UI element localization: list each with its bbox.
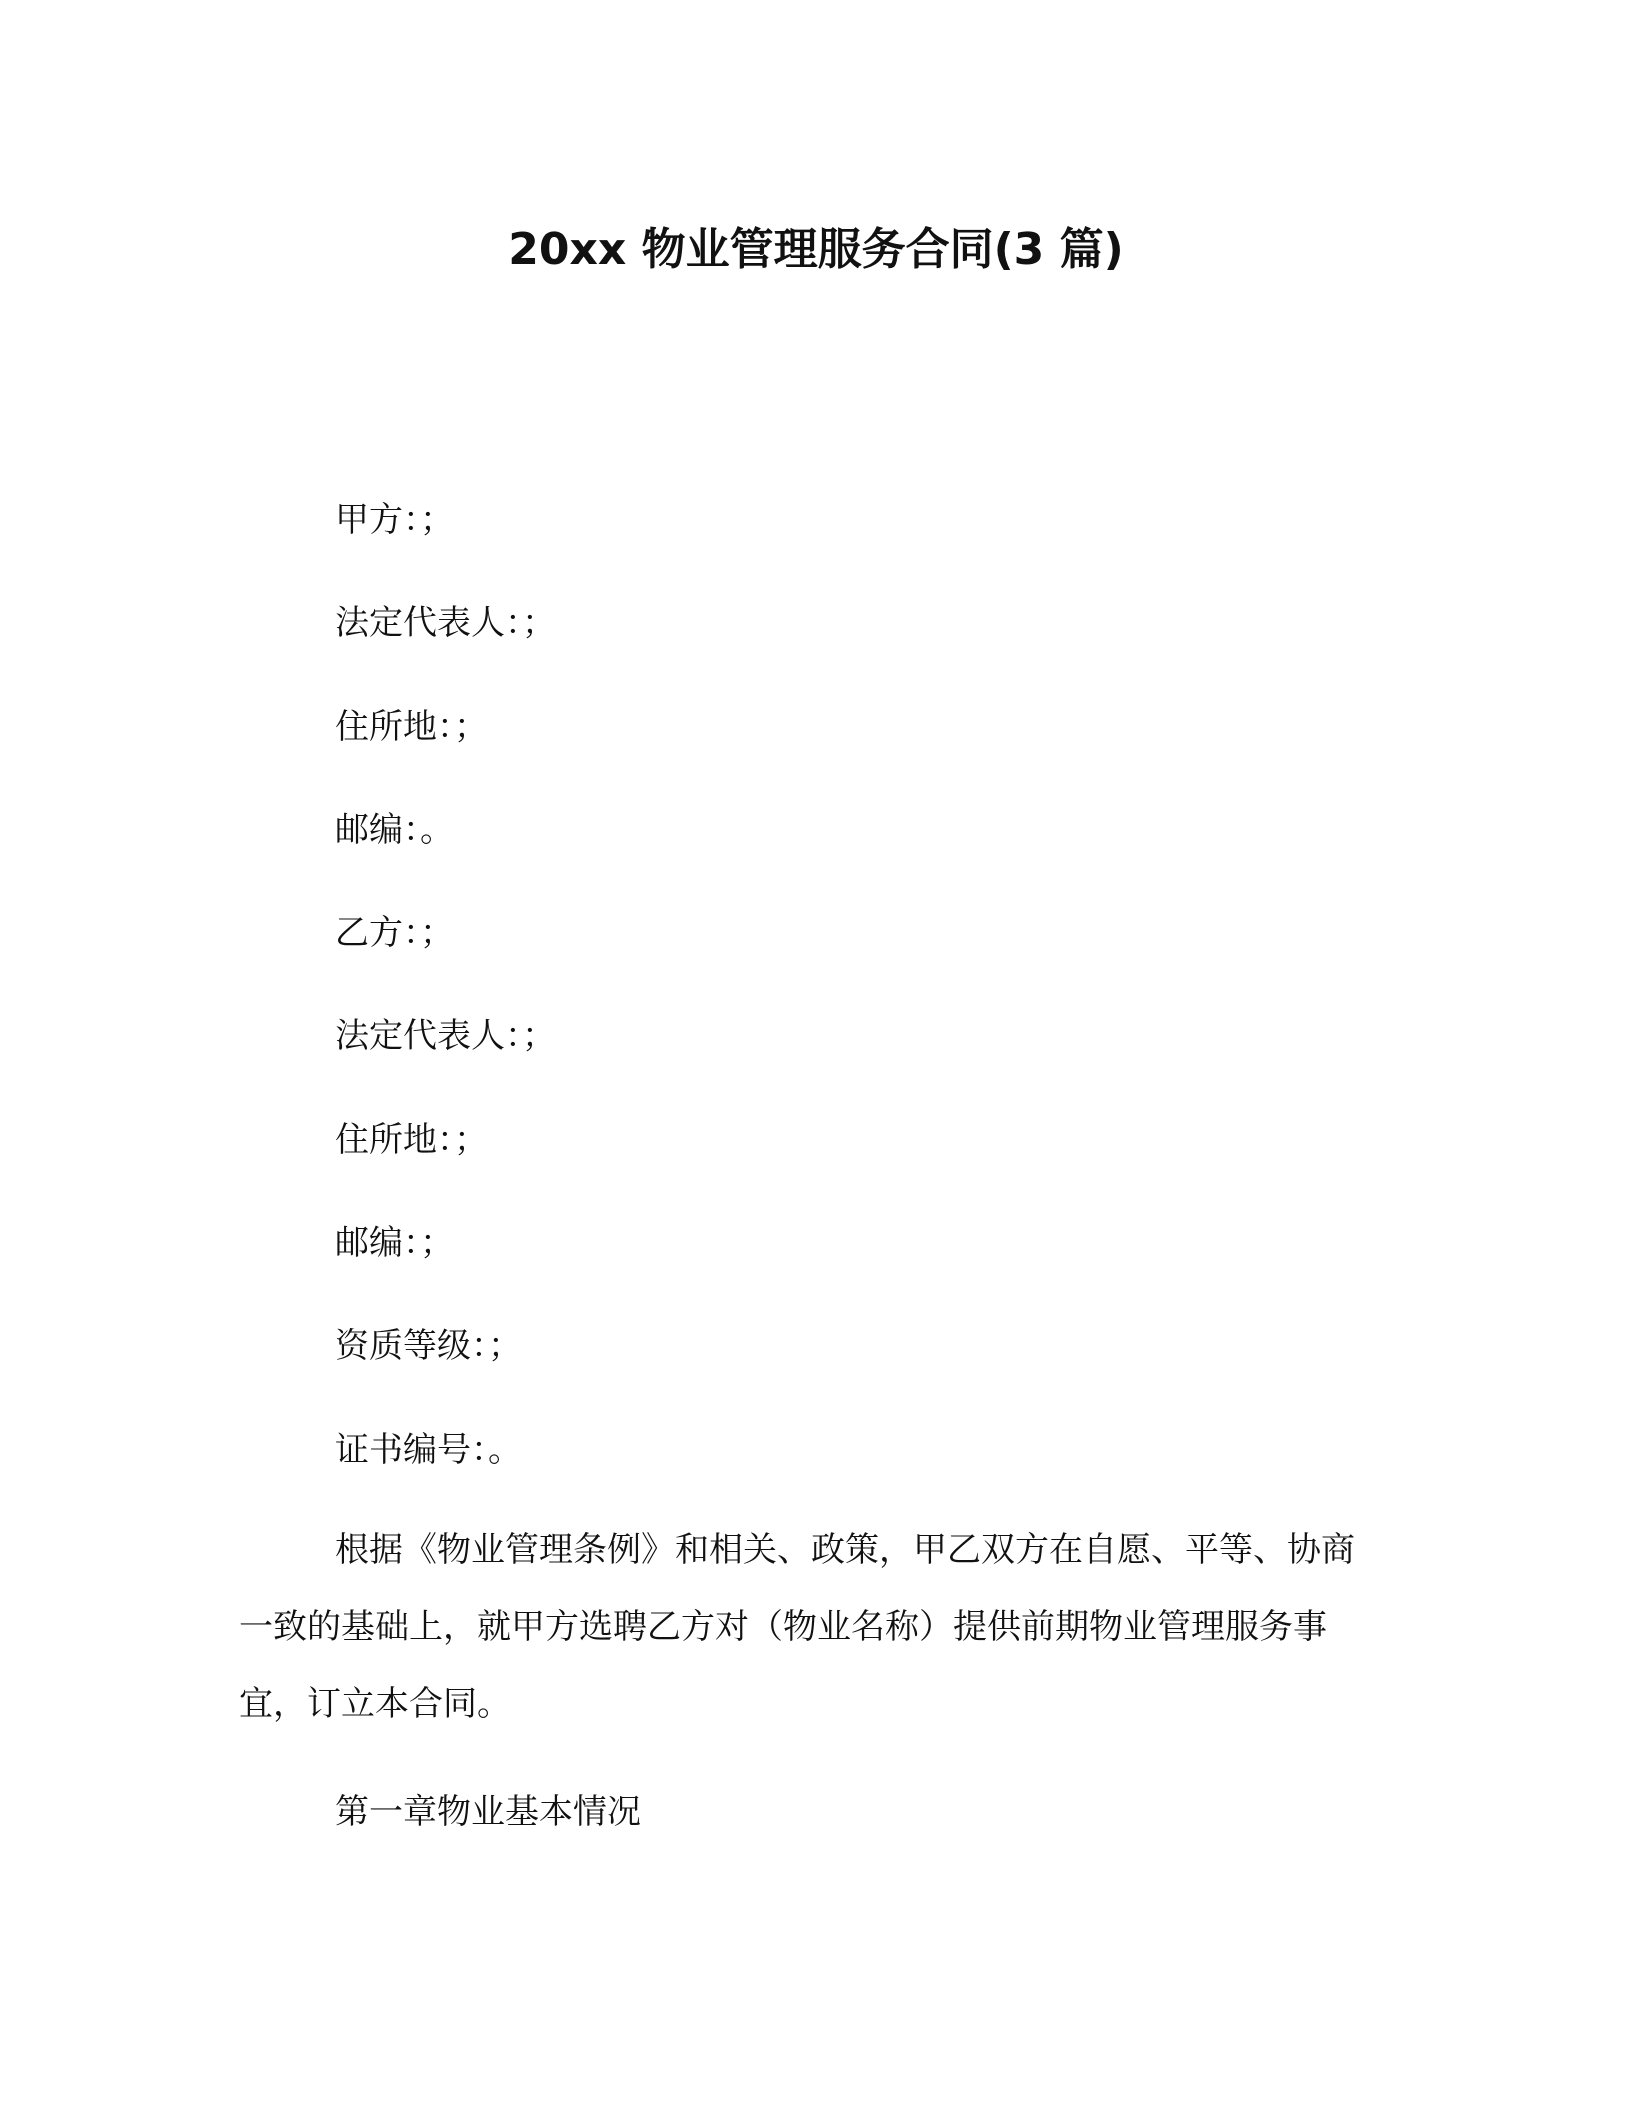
field-party-b-postcode: 邮编：； xyxy=(335,1223,454,1263)
field-qualification-level: 资质等级：； xyxy=(335,1326,522,1366)
intro-paragraph: 根据《物业管理条例》和相关、政策，甲乙双方在自愿、平等、协商一致的基础上，就甲方选聘乙方对（物业名称）提供前期物业管理服务事宜，订立本合同。 xyxy=(239,1530,1355,1724)
field-party-b-legal-rep: 法定代表人：； xyxy=(335,1016,556,1056)
field-party-a-legal-rep: 法定代表人：； xyxy=(335,603,556,643)
field-party-a: 甲方：； xyxy=(335,500,454,540)
document-title: 20xx 物业管理服务合同(3 篇) xyxy=(508,224,1124,275)
field-party-a-postcode: 邮编：。 xyxy=(335,810,454,850)
field-party-b: 乙方：； xyxy=(335,913,454,953)
chapter-heading: 第一章物业基本情况 xyxy=(335,1792,641,1832)
field-certificate-number: 证书编号：。 xyxy=(335,1430,522,1470)
field-party-a-address: 住所地：； xyxy=(335,707,488,747)
field-party-b-address: 住所地：； xyxy=(335,1120,488,1160)
